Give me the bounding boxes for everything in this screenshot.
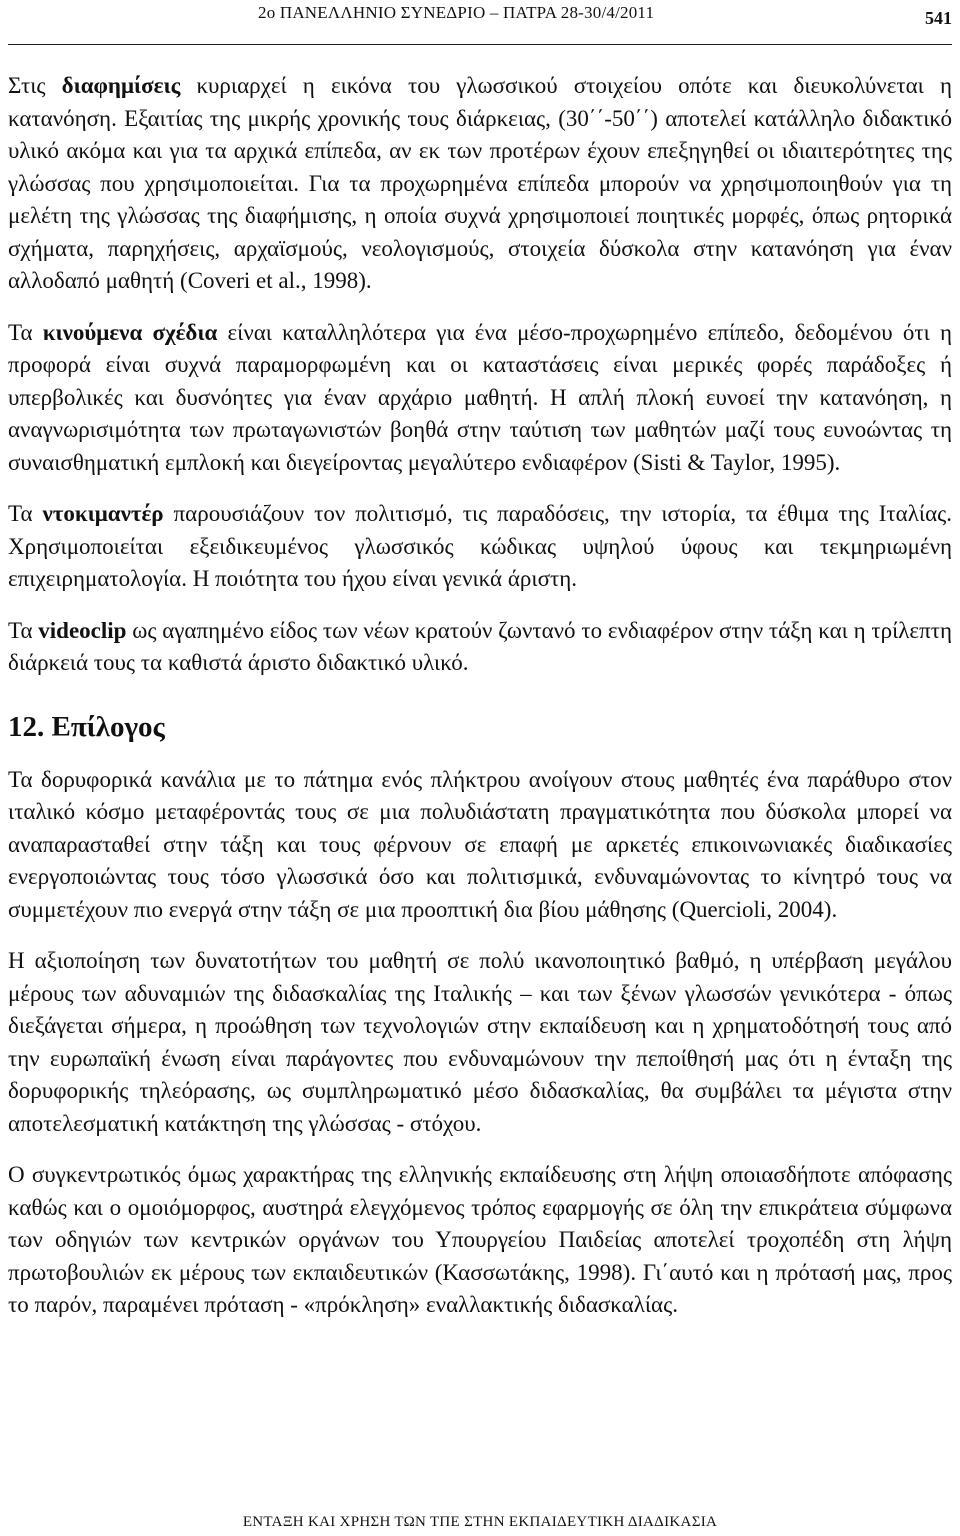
- text-run: Τα: [8, 319, 43, 345]
- paragraph-cartoons: [8, 317, 952, 480]
- bold-term-advertisements: διαφημίσεις: [61, 73, 181, 98]
- paragraph-epilogue-3: Ο συγκεντρωτικός όμως χαρακτήρας της ελληνικής εκπαίδευσης στη λήψη οποιασδήποτε απόφασης καθώς και ο ομοιόμορφος, αυστηρά ελεγχόμενος τρόπος εφαρμογής σε όλη την επικράτεια σύμφωνα των οδηγιών των κεντρικών οργάνων του Υπουργείου Παιδείας αποτελεί τροχοπέδη στη λήψη πρωτοβουλιών εκ μέρους των εκπαιδευτικών (Κασσωτάκης, 1998). Γι΄αυτό και η πρότασή μας, προς το παρόν, παραμένει πρόταση - «πρόκληση» εναλλακτικής διδασκαλίας.: [8, 1162, 952, 1317]
- page-header: [8, 0, 952, 45]
- bold-term-videoclip: videoclip: [38, 617, 127, 643]
- text-run: κυριαρχεί η εικόνα του γλωσσικού στοιχείου οπότε και διευκολύνεται η κατανόηση. Εξαιτίας της μικρής χρονικής τους διάρκειας, (30΄΄-50΄΄) αποτελεί κατάλληλο διδακτικό υλικό ακόμα και για τα αρχικά επίπεδα, αν εκ των προτέρων έχουν επεξηγηθεί οι ιδιαιτερότητες της γλώσσας που χρησιμοποιείται. Για τα προχωρημένα επίπεδα μπορούν να χρησιμοποιηθούν για τη μελέτη της γλώσσας της διαφήμισης, η οποία συχνά χρησιμοποιεί ποιητικές μορφές, όπως ρητορικά σχήματα, παρηχήσεις, αρχαϊσμούς, νεολογισμούς, στοιχεία δύσκολα στην κατανόηση για έναν αλλοδαπό μαθητή (Coveri et al., 1998).: [8, 73, 952, 293]
- bold-term-documentaries: ντοκιμαντέρ: [42, 501, 164, 526]
- text-run: Τα: [8, 501, 43, 526]
- text-run: ως αγαπημένο είδος των νέων κρατούν ζωντανό το ενδιαφέρον στην τάξη και η τρίλεπτη διάρκειά τους τα καθιστά άριστο διδακτικό υλικό.: [8, 617, 952, 675]
- text-run: παρουσιάζουν τον πολιτισμό, τις παραδόσεις, την ιστορία, τα έθιμα της Ιταλίας. Χρησιμοποιείται εξειδικευμένος γλωσσικός κώδικας υψηλού ύφους και τεκμηριωμένη επιχειρηματολογία. Η ποιότητα του ήχου είναι γενικά άριστη.: [8, 501, 952, 591]
- paragraph-documentaries: [8, 498, 952, 596]
- text-run: Στις: [8, 73, 62, 98]
- conference-title: 2ο ΠΑΝΕΛΛΗΝΙΟ ΣΥΝΕΔΡΙΟ – ΠΑΤΡΑ 28-30/4/2011: [258, 3, 655, 22]
- page-footer: ΕΝΤΑΞΗ ΚΑΙ ΧΡΗΣΗ ΤΩΝ ΤΠΕ ΣΤΗΝ ΕΚΠΑΙΔΕΥΤΙΚΗ ΔΙΑΔΙΚΑΣΙΑ: [242, 1514, 718, 1530]
- paragraph-epilogue-2: Η αξιοποίηση των δυνατοτήτων του μαθητή σε πολύ ικανοποιητικό βαθμό, η υπέρβαση μεγάλου μέρους των αδυναμιών της διδασκαλίας της Ιταλικής – και των ξένων γλωσσών γενικότερα - όπως διεξάγεται σήμερα, η προώθηση των τεχνολογιών στην εκπαίδευση και η χρηματοδότησή τους από την ευρωπαϊκή ένωση είναι παράγοντες που ενδυναμώνουν την πεποίθησή μας ότι η ένταξη της δορυφορικής τηλεόρασης, ως συμπληρωματικό μέσο διδασκαλίας, θα συμβάλει τα μέγιστα στην αποτελεσματική κατάκτηση της γλώσσας - στόχου.: [8, 948, 952, 1136]
- paragraph-videoclips: [8, 615, 952, 680]
- bold-term-cartoons: κινούμενα σχέδια: [42, 319, 218, 345]
- text-run: Τα: [8, 617, 39, 643]
- paragraph-epilogue-1: Τα δορυφορικά κανάλια με το πάτημα ενός πλήκτρου ανοίγουν στους μαθητές ένα παράθυρο στον ιταλικό κόσμο μεταφέροντάς τους σε μια πολυδιάστατη πραγματικότητα που δύσκολα μπορεί να αναπαρασταθεί στην τάξη και τους φέρνουν σε επαφή με αρκετές επικοινωνιακές διαδικασίες ενεργοποιώντας τους τόσο γλωσσικά όσο και πολιτισμικά, ενδυναμώνοντας το κίνητρό τους να συμμετέχουν πιο ενεργά στην τάξη σε μια προοπτική δια βίου μάθησης (Quercioli, 2004).: [8, 766, 952, 922]
- paragraph-advertisements: [8, 70, 952, 298]
- page-number: 541: [925, 8, 952, 28]
- page-body: [8, 70, 952, 1341]
- text-run: είναι καταλληλότερα για ένα μέσο-προχωρημένο επίπεδο, δεδομένου ότι η προφορά είναι συχνά παραμορφωμένη και οι καταστάσεις είναι μερικές φορές παράδοξες ή υπερβολικές και δυσνόητες για έναν αρχάριο μαθητή. Η απλή πλοκή ευνοεί την κατανόηση, η αναγνωρισιμότητα των πρωταγωνιστών βοηθά στην ταύτιση των μαθητών μαζί τους ευνοώντας τη συναισθηματική εμπλοκή και διεγείροντας μεγαλύτερο ενδιαφέρον (Sisti & Taylor, 1995).: [8, 319, 952, 475]
- section-heading: 12. Επίλογος: [8, 710, 165, 743]
